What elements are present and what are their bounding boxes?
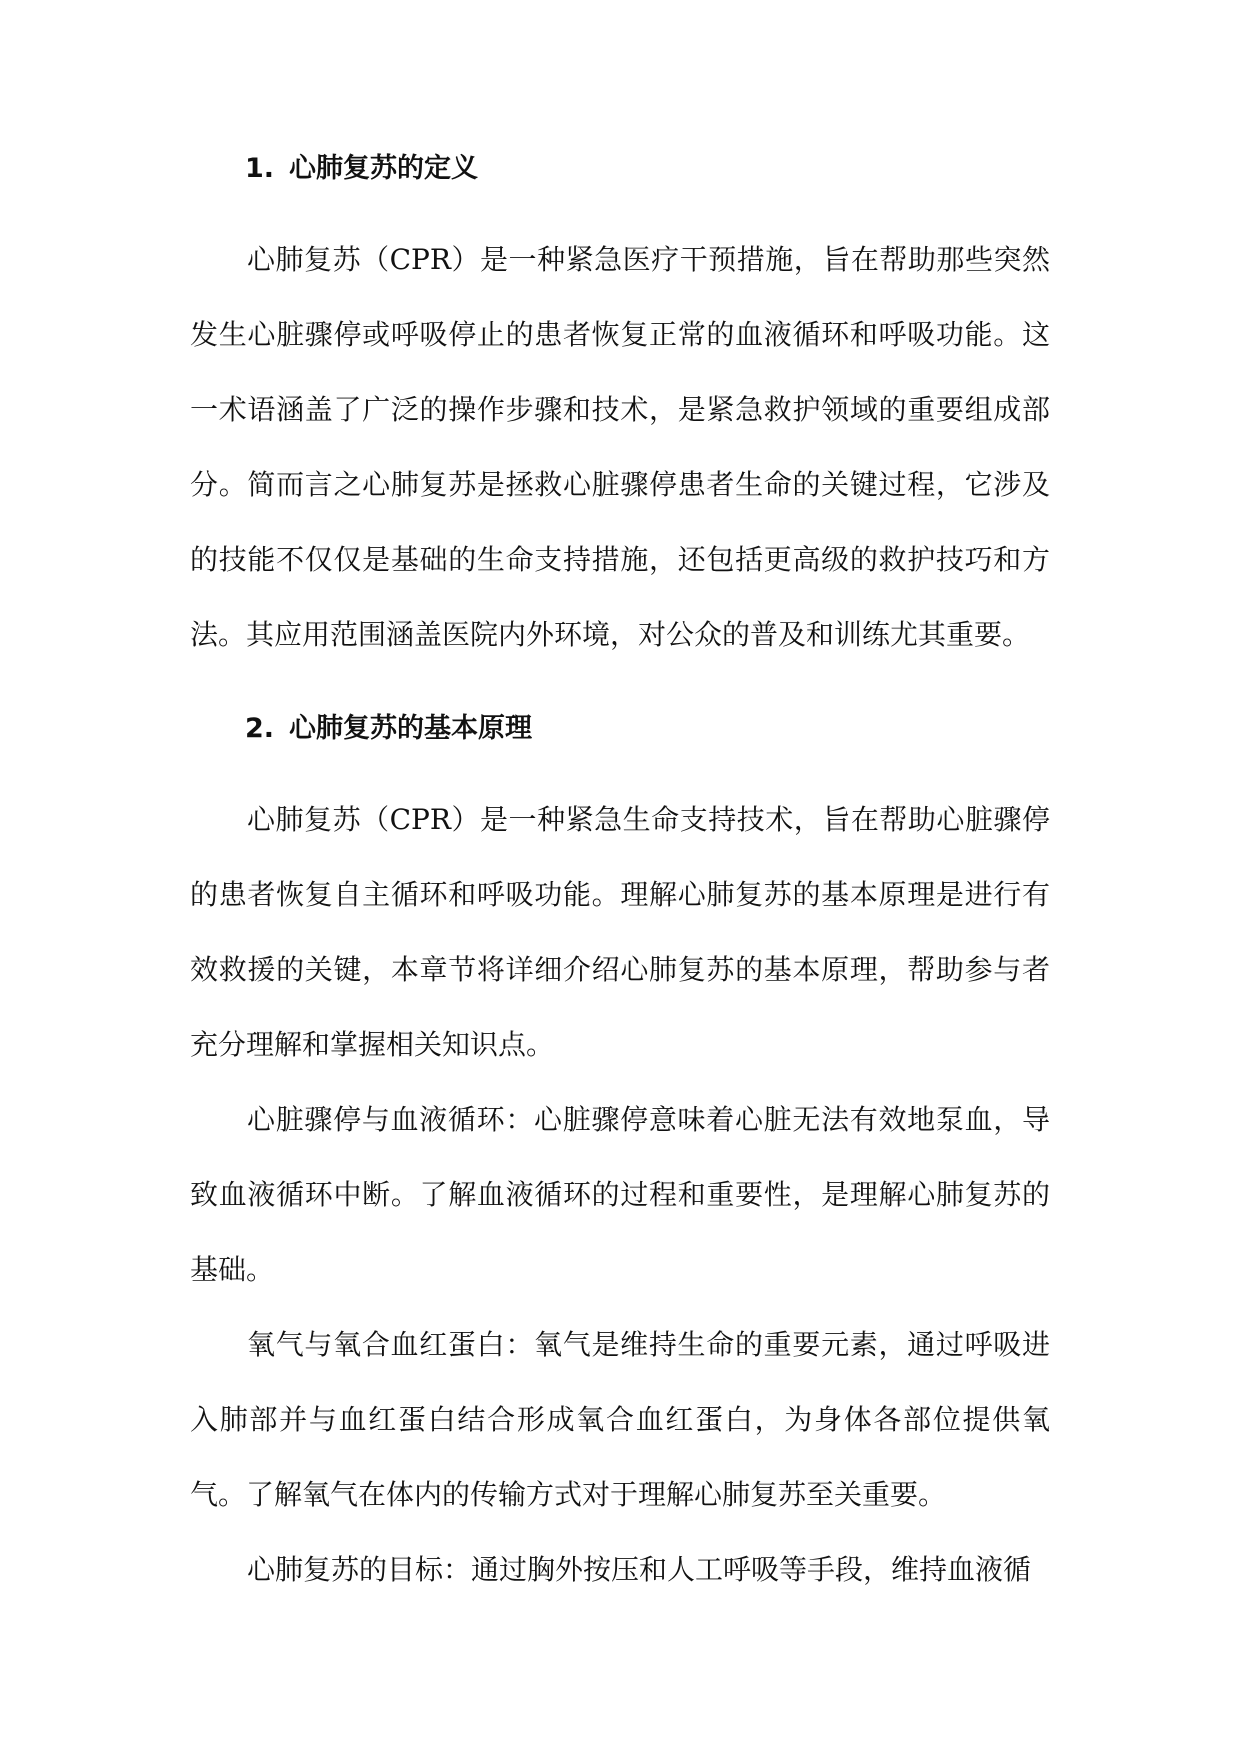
section-heading xyxy=(245,708,1050,750)
paragraph: 氧气与氧合血红蛋白：氧气是维持生命的重要元素，通过呼吸进入肺部并与血红蛋白结合形成氧合血红蛋白，为身体各部位提供氧气。了解氧气在体内的传输方式对于理解心肺复苏至关重要。 xyxy=(190,1328,1050,1511)
section-definition xyxy=(190,148,1050,672)
section-title: 心肺复苏的定义 xyxy=(289,153,478,184)
section-title: 心肺复苏的基本原理 xyxy=(289,713,532,744)
section-number: 2. xyxy=(245,713,275,744)
paragraph: 心肺复苏的目标：通过胸外按压和人工呼吸等手段，维持血液循 xyxy=(247,1553,1032,1586)
paragraph: 心肺复苏（CPR）是一种紧急医疗干预措施，旨在帮助那些突然发生心脏骤停或呼吸停止的患者恢复正常的血液循环和呼吸功能。这一术语涵盖了广泛的操作步骤和技术，是紧急救护领域的重要组成部分。简而言之心肺复苏是拯救心脏骤停患者生命的关键过程，它涉及的技能不仅仅是基础的生命支持措施，还包括更高级的救护技巧和方法。其应用范围涵盖医院内外环境，对公众的普及和训练尤其重要。 xyxy=(190,243,1050,651)
document-body xyxy=(190,148,1050,1643)
paragraph: 心脏骤停与血液循环：心脏骤停意味着心脏无法有效地泵血，导致血液循环中断。了解血液循环的过程和重要性，是理解心肺复苏的基础。 xyxy=(190,1103,1050,1286)
section-heading xyxy=(245,148,1050,190)
paragraph: 心肺复苏（CPR）是一种紧急生命支持技术，旨在帮助心脏骤停的患者恢复自主循环和呼吸功能。理解心肺复苏的基本原理是进行有效救援的关键，本章节将详细介绍心肺复苏的基本原理，帮助参与者充分理解和掌握相关知识点。 xyxy=(190,803,1050,1061)
section-principles xyxy=(190,708,1050,1607)
section-number: 1. xyxy=(245,153,275,184)
